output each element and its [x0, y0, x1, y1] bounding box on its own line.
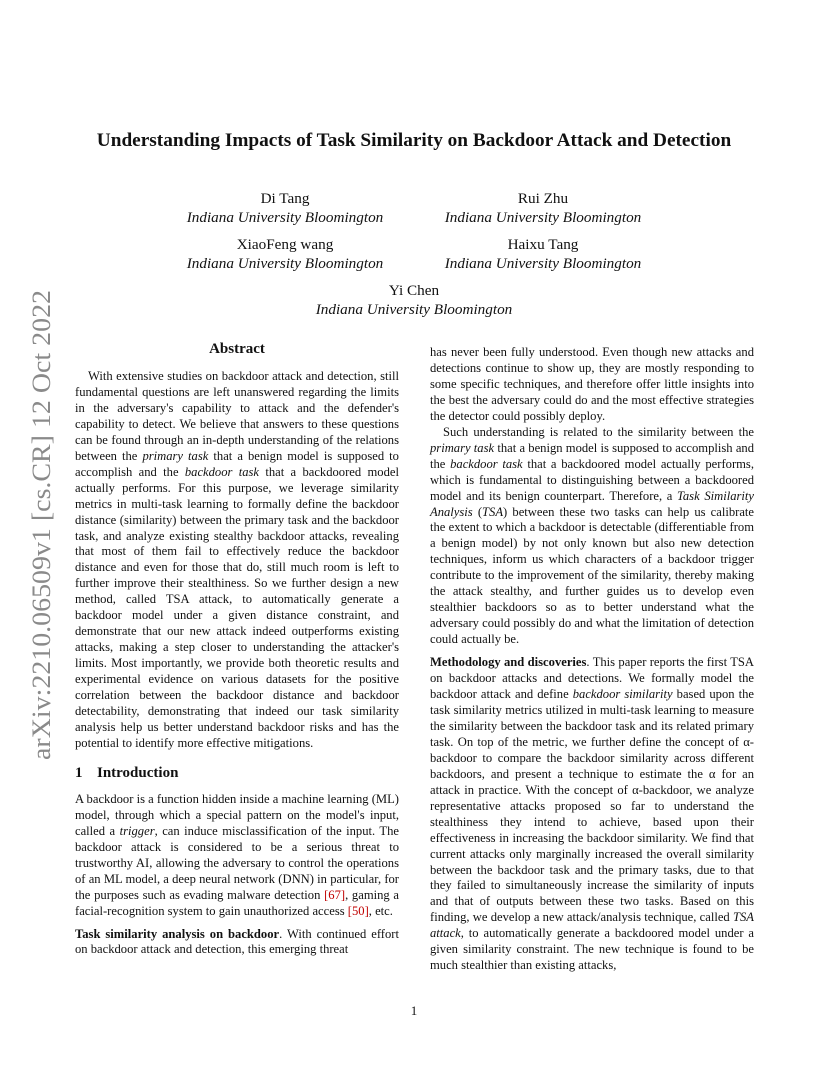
emphasis: primary task	[142, 448, 209, 463]
author-block	[289, 281, 539, 319]
arxiv-stamp	[20, 290, 60, 760]
intro-paragraph	[75, 792, 399, 920]
citation-link[interactable]: [50]	[347, 903, 369, 918]
text-run: based upon the task similarity metrics utilized in multi-task learning to measure the similarity between the backdoor task and its related primary task. On top of the metric, we further define the concept of α-backdoor to compare the backdoor similarity across different backdoors, and present a technique to estimate the α for an attack in practice. With the concept of α-backdoor, we analyze representative attacks proposed so far to understand the stealthiness they intend to achieve, based upon their effectiveness in increasing the backdoor similarity. We find that current attacks only marginally increased the overall similarity between the backdoor task and the primary tasks, due to that they failed to simultaneously increase the similarity of inputs and that of outputs between these two tasks. Based on this finding, we develop a new attack/analysis technique, called	[430, 687, 754, 925]
text-run: )	[503, 504, 508, 519]
author-affiliation: Indiana University Bloomington	[444, 209, 642, 226]
paper-title: Understanding Impacts of Task Similarity on Backdoor Attack and Detection	[96, 130, 732, 151]
text-run: , gaming a facial-recognition system to gain unauthorized access	[75, 887, 400, 918]
text-run: between these two tasks can help us calibrate the extent to which a backdoor is detectable (differentiable from a benign model) by not only known but also new detection techniques, inform us which characters of a backdoor trigger contribute to the improvement of the similarity, thereby making the attack stealthy, and further guides us to develop even stealthier backdoors so as to better understand what the adversary could possibly do and what the limitation of detection could actually be.	[430, 504, 755, 647]
arxiv-stamp-text: arXiv:2210.06509v1 [cs.CR] 12 Oct 2022	[27, 322, 56, 760]
text-run: that a backdoored model actually performs, which is fundamental to distinguishing between a backdoored model and its benign counterpart. Therefore, a	[430, 456, 754, 503]
author-block	[418, 189, 668, 227]
author-name: XiaoFeng wang	[236, 236, 334, 253]
author-affiliation: Indiana University Bloomington	[315, 301, 513, 318]
abstract-heading: Abstract	[209, 341, 265, 357]
emphasis: backdoor task	[184, 464, 260, 479]
body-paragraph	[430, 655, 754, 974]
author-name: Haixu Tang	[507, 236, 579, 253]
left-column	[75, 340, 399, 958]
emphasis: TSA attack	[430, 910, 754, 941]
author-affiliation: Indiana University Bloomington	[186, 209, 384, 226]
section-number: 1	[75, 764, 83, 781]
run-in-heading: Methodology and discoveries	[430, 655, 587, 670]
emphasis: backdoor task	[450, 456, 523, 471]
author-block	[160, 189, 410, 227]
emphasis: trigger	[119, 823, 155, 838]
citation-link[interactable]: [67]	[324, 887, 346, 902]
text-run: A backdoor is a function hidden inside a machine learning (ML) model, through which a special pattern on the model's input, called a	[75, 791, 399, 838]
intro-paragraph	[75, 927, 399, 959]
text-run: . With continued effort on backdoor attack and detection, this emerging threat	[75, 926, 399, 957]
author-affiliation: Indiana University Bloomington	[444, 255, 642, 272]
author-name: Di Tang	[260, 190, 310, 207]
emphasis: backdoor similarity	[572, 687, 673, 702]
run-in-heading: Task similarity analysis on backdoor	[75, 926, 280, 941]
author-name: Yi Chen	[388, 282, 440, 299]
text-run: (	[477, 504, 483, 519]
section-title: Introduction	[97, 764, 179, 781]
abstract-paragraph	[75, 369, 399, 752]
right-column	[430, 345, 754, 974]
emphasis: Task Similarity Analysis	[430, 488, 754, 519]
author-block	[418, 235, 668, 273]
text-run: that a benign model is supposed to accomplish and the	[75, 448, 399, 479]
emphasis: TSA	[482, 504, 504, 519]
emphasis: primary task	[430, 440, 495, 455]
text-run: , can induce misclassification of the input. The backdoor attack is considered to be a serious threat to trustworthy AI, allowing the adversary to control the operations of an ML model, a deep neural network (DNN) in particular, for the purposes such as evading malware detection	[75, 823, 399, 902]
arxiv-stamp-svg	[20, 290, 60, 760]
body-paragraph	[430, 425, 754, 648]
text-run: . This paper reports the first TSA on backdoor attacks and detections. We formally model the backdoor attack and define	[430, 655, 754, 702]
body-paragraph: has never been fully understood. Even though new attacks and detections continue to show up, they are mostly responding to some specific techniques, and therefore offer little insights into the best the adversary could do and the most effective strategies the detector could possibly deploy.	[430, 345, 754, 423]
text-run: With extensive studies on backdoor attack and detection, still fundamental questions are left unanswered regarding the limits in the adversary's capability to attack and the defender's capability to detect. We believe that answers to these questions can be found through an in-depth understanding of the relations between the	[75, 369, 399, 463]
text-run: that a benign model is supposed to accomplish and the	[430, 440, 755, 471]
page-number: 1	[410, 1003, 418, 1018]
author-name: Rui Zhu	[517, 190, 569, 207]
section-heading-introduction	[75, 764, 399, 783]
author-affiliation: Indiana University Bloomington	[186, 255, 384, 272]
text-run: that a backdoored model actually performs. For this purpose, we leverage similarity metrics in multi-task learning to formally define the backdoor distance (similarity) between the primary task and the backdoor task, and analyze existing stealthy backdoor attacks, revealing that most of them fail to effectively reduce the backdoor distance and even for those that do, still much room is left to further improve their stealthiness. So we further design a new method, called TSA attack, to automatically generate a backdoor model under a given distance constraint, and demonstrate that our new attack indeed outperforms existing attacks, making a step closer to understanding the attacker's limits. Most importantly, we provide both theoretic results and experimental evidence on various datasets for the positive correlation between the backdoor distance and backdoor detectability, demonstrating that indeed our task similarity analysis help us better understand backdoor risks and has the potential to identify more effective mitigations.	[75, 464, 399, 750]
text-run: Such understanding is related to the similarity between the	[443, 424, 754, 439]
text-run: , etc.	[368, 903, 393, 918]
author-block	[160, 235, 410, 273]
text-run: , to automatically generate a backdoored model under a given similarity constraint. The new technique is found to be much stealthier than existing attacks,	[430, 926, 754, 973]
